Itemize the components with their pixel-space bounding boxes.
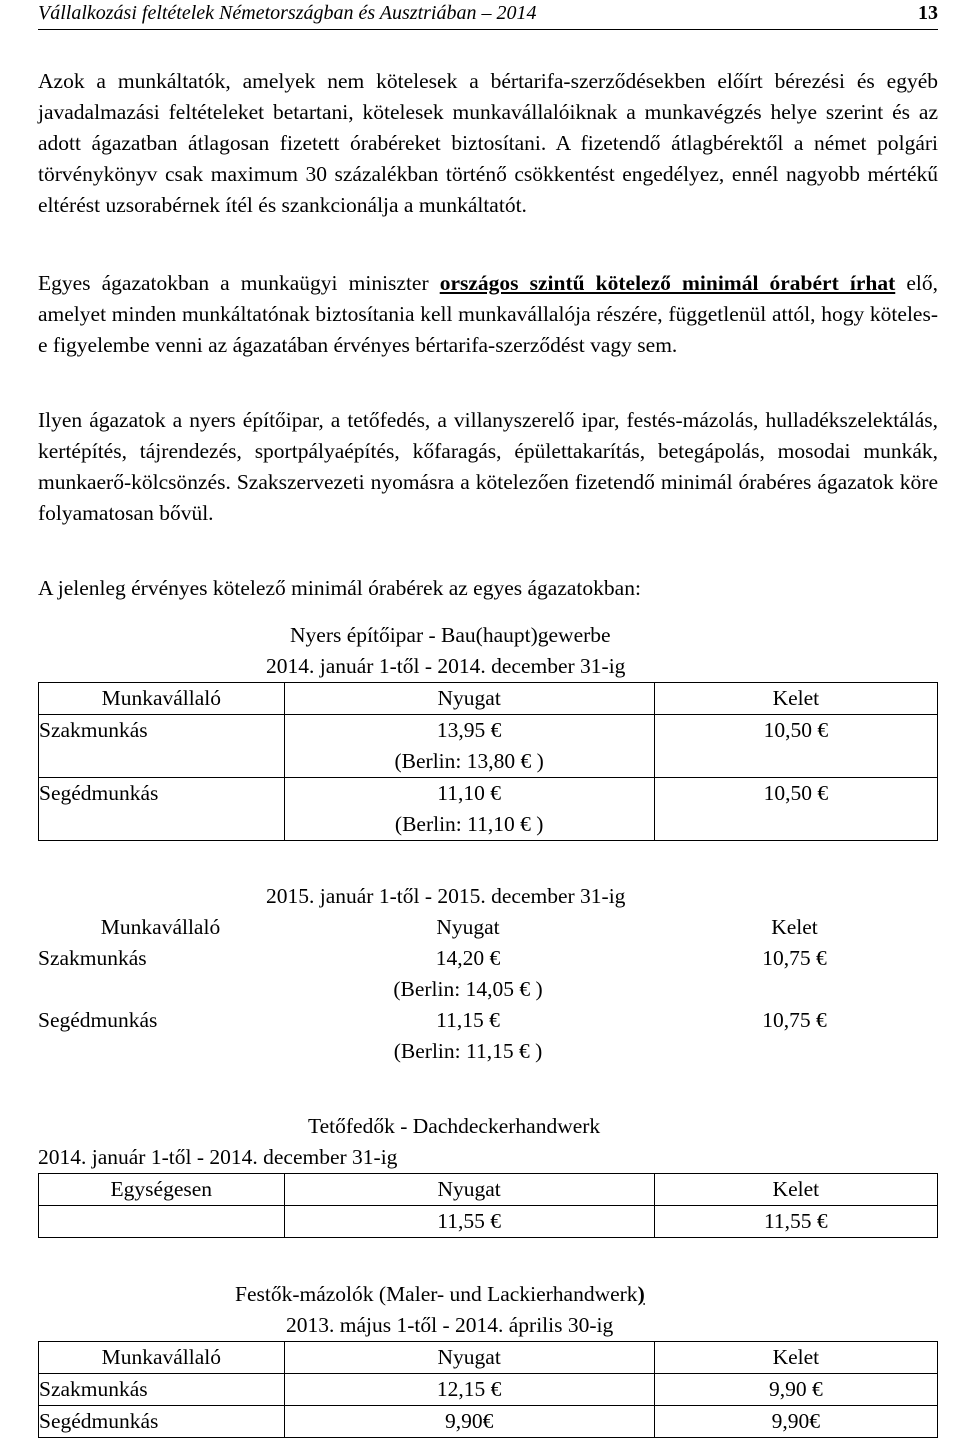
section-title-maler: Festők-mázolók (Maler- und Lackierhandwerk) [235,1282,645,1306]
paragraph-2 [38,268,938,361]
column-header-west: Nyugat [284,1342,654,1374]
column-header-east: Kelet [654,1342,937,1374]
row-label: Szakmunkás [38,946,147,970]
east-wage-cell: 9,90 € [654,1374,937,1406]
east-wage-cell: 10,75 € [762,1008,827,1032]
paragraph-2-end: elő, amelyet minden munkáltatónak biztosítania kell munkavállalója részére, függetlenül attól, hogy köteles-e figyelembe venni az ágazatában érvényes bértarifa-szerződést vagy sem. [38,271,938,357]
wage-table-dach [38,1173,938,1238]
row-label: Szakmunkás [39,715,285,778]
section-title-dach: Tetőfedők - Dachdeckerhandwerk [308,1114,601,1138]
east-wage-cell: 10,50 € [654,778,937,841]
section-period-bau-2015: 2015. január 1-től - 2015. december 31-ig [266,884,626,908]
table-row [39,1206,938,1238]
section-period-bau-2014: 2014. január 1-től - 2014. december 31-ig [266,654,626,678]
wage-table-bau-2014 [38,682,938,841]
west-wage-cell: 11,15 € (Berlin: 11,15 € ) [393,1008,543,1063]
column-header-west: Nyugat [284,1174,654,1206]
running-header [38,0,938,30]
paragraph-1: Azok a munkáltatók, amelyek nem kötelesek a bértarifa-szerződésekben előírt bérezési és egyéb javadalmazási feltételeket betartani, kötelesek munkavállalóiknak a munkavégzés helye szerint és az adott ágazatban átlagosan fizetett órabéreket biztosítani. A fizetendő átlagbérektől a német polgári törvénykönyv csak maximum 30 százalékban történő csökkentést engedélyez, ennél nagyobb mértékű eltérést uzsorabérnek ítél és szankcionálja a munkáltatót. [38,69,938,217]
section-period-dach: 2014. január 1-től - 2014. december 31-ig [38,1145,398,1169]
table-header-row [39,683,938,715]
column-header-east: Kelet [654,683,937,715]
row-label: Segédmunkás [39,778,285,841]
west-wage-cell: 13,95 € (Berlin: 13,80 € ) [284,715,654,778]
east-wage-cell: 9,90€ [654,1406,937,1438]
table-header-row [39,1174,938,1206]
paragraph-2-emphasis: országos szintű kötelező minimál órabért írhat [439,271,896,295]
east-wage-cell: 11,55 € [654,1206,937,1238]
paragraph-2-start: Egyes ágazatokban a munkaügyi miniszter [38,271,440,295]
west-wage-cell: 9,90€ [284,1406,654,1438]
wage-table-bau-2015 [38,912,936,1067]
column-header-worker: Munkavállaló [39,1342,285,1374]
table-header-row [38,912,936,943]
column-header-east: Kelet [771,915,818,939]
table-row [39,778,938,841]
wage-table-maler [38,1341,938,1438]
east-wage-cell: 10,50 € [654,715,937,778]
column-header-worker: Munkavállaló [100,915,221,939]
page-number: 13 [918,2,938,24]
west-wage-cell: 11,10 € (Berlin: 11,10 € ) [284,778,654,841]
header-title: Vállalkozási feltételek Németországban és Ausztriában – 2014 [38,2,537,24]
column-header-west: Nyugat [284,683,654,715]
table-row [38,1005,936,1067]
table-row [38,943,936,1005]
row-label: Segédmunkás [39,1406,285,1438]
section-title-bau: Nyers építőipar - Bau(haupt)gewerbe [290,623,611,647]
table-row [39,1374,938,1406]
paragraph-3: Ilyen ágazatok a nyers építőipar, a tetőfedés, a villanyszerelő ipar, festés-mázolás, hulladékszelektálás, kertépítés, tájrendezés, sportpályaépítés, kőfaragás, épülettakarítás, betegápolás, mosodai munkák, munkaerő-kölcsönzés. Szakszervezeti nyomásra a kötelezően fizetendő minimál órabéres ágazatok köre folyamatosan bővül. [38,408,938,525]
row-label: Segédmunkás [38,1008,158,1032]
column-header-east: Kelet [654,1174,937,1206]
column-header-worker: Munkavállaló [39,683,285,715]
west-wage-cell: 12,15 € [284,1374,654,1406]
table-header-row [39,1342,938,1374]
row-label [39,1206,285,1238]
paragraph-4: A jelenleg érvényes kötelező minimál órabérek az egyes ágazatokban: [38,576,641,600]
east-wage-cell: 10,75 € [762,946,827,970]
west-wage-cell: 14,20 € (Berlin: 14,05 € ) [393,946,543,1001]
section-period-maler: 2013. május 1-től - 2014. április 30-ig [286,1313,614,1337]
table-row [39,1406,938,1438]
west-wage-cell: 11,55 € [284,1206,654,1238]
column-header-uniform: Egységesen [39,1174,285,1206]
table-row [39,715,938,778]
column-header-west: Nyugat [436,915,500,939]
row-label: Szakmunkás [39,1374,285,1406]
